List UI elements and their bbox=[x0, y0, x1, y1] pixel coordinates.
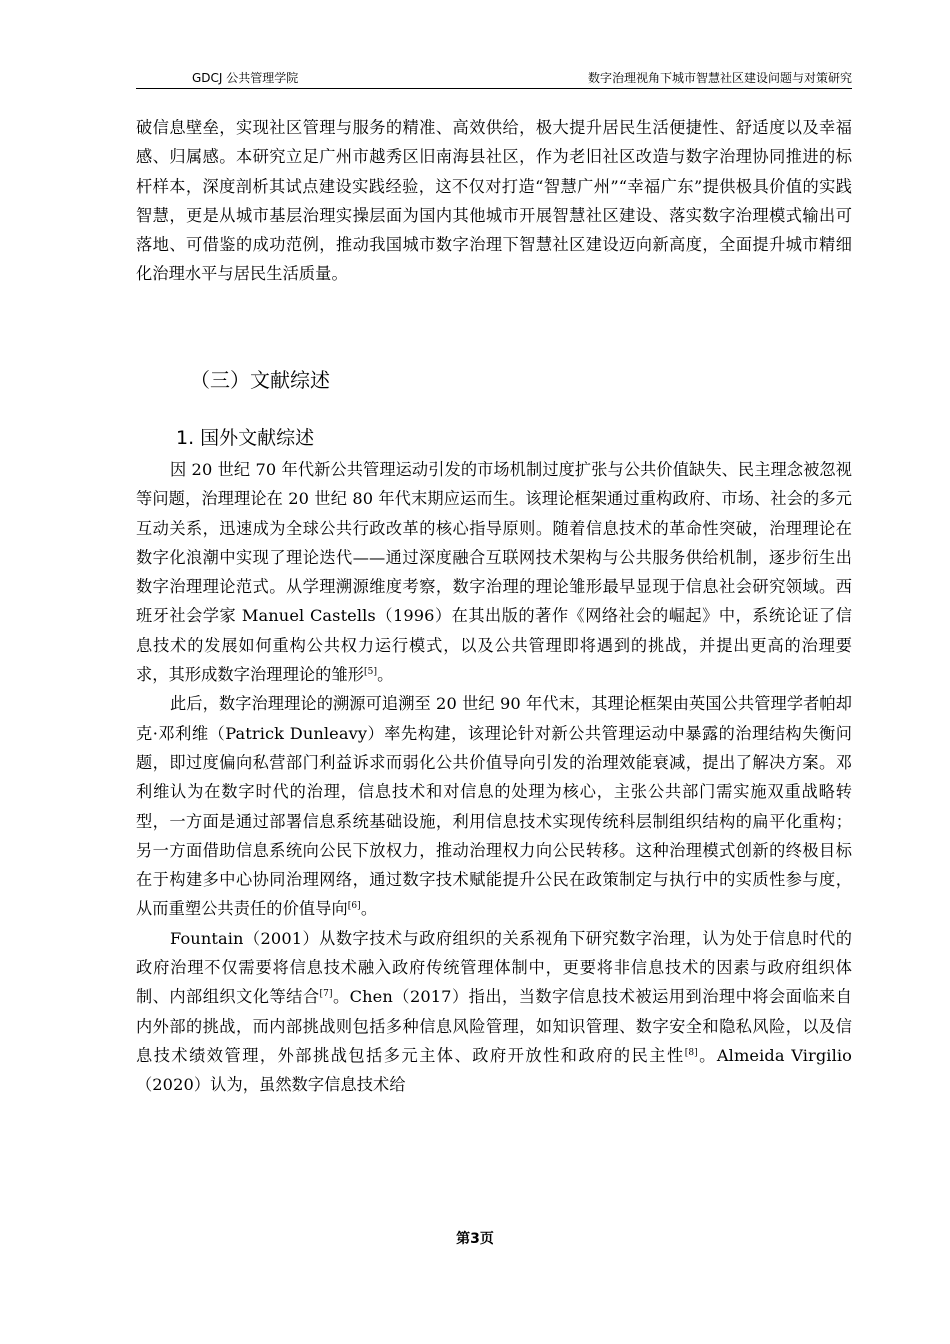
citation-7: [7] bbox=[319, 989, 333, 1000]
citation-6: [6] bbox=[347, 901, 361, 912]
paragraph-2-end: 。 bbox=[360, 899, 378, 919]
paragraph-2-text: 此后，数字治理理论的溯源可追溯至 20 世纪 90 年代末，其理论框架由英国公共管理学者帕却克·邓利维（Patrick Dunleavy）率先构建，该理论针对新公共管理运动中暴露的治理结构失衡问题，即过度偏向私营部门利益诉求而弱化公共价值导向引发的治理效能衰减，提出了解决方案。邓利维认为在数字时代的治理，信息技术和对信息的处理为核心，主张公共部门需实施双重战略转型，一方面是通过部署信息系统基础设施，利用信息技术实现传统科层制组织结构的扁平化重构；另一方面借助信息系统向公民下放权力，推动治理权力向公民转移。这种治理模式创新的终极目标在于构建多中心协同治理网络，通过数字技术赋能提升公民在政策制定与执行中的实质性参与度，从而重塑公共责任的价值导向 bbox=[136, 694, 852, 919]
body-paragraph-2 bbox=[136, 689, 852, 923]
paragraph-3-text-c: 。Almeida Virgilio（2020）认为，虽然数字信息技术给 bbox=[136, 1045, 852, 1095]
literature-review-body bbox=[136, 455, 852, 1100]
paragraph-3-text-a: Fountain（2001）从数字技术与政府组织的关系视角下研究数字治理，认为处于信息时代的政府治理不仅需要将信息技术融入政府传统管理体制中，更要将非信息技术的因素与政府组织体制、内部组织文化等结合 bbox=[136, 928, 852, 1007]
citation-5: [5] bbox=[364, 667, 378, 678]
paragraph-3-text-b: 。Chen（2017）指出，当数字信息技术被运用到治理中将会面临来自内外部的挑战，而内部挑战则包括多种信息风险管理，如知识管理、数字安全和隐私风险，以及信息技术绩效管理，外部挑战包括多元主体、政府开放性和政府的民主性 bbox=[136, 987, 852, 1065]
header-title: 数字治理视角下城市智慧社区建设问题与对策研究 bbox=[587, 71, 852, 85]
section-heading: （三）文献综述 bbox=[190, 368, 330, 392]
header-rule bbox=[136, 88, 852, 89]
paragraph-1-text: 因 20 世纪 70 年代新公共管理运动引发的市场机制过度扩张与公共价值缺失、民主理念被忽视等问题，治理理论在 20 世纪 80 年代末期应运而生。该理论框架通过重构政府、市场、社会的多元互动关系，迅速成为全球公共行政改革的核心指导原则。随着信息技术的革命性突破，治理理论在数字化浪潮中实现了理论迭代——通过深度融合互联网技术架构与公共服务供给机制，逐步衍生出数字治理理论范式。从学理溯源维度考察，数字治理的理论雏形最早显现于信息社会研究领域。西班牙社会学家 Manuel Castells（1996）在其出版的著作《网络社会的崛起》中，系统论证了信息技术的发展如何重构公共权力运行模式，以及公共管理即将遇到的挑战，并提出更高的治理要求，其形成数字治理理论的雏形 bbox=[136, 460, 852, 685]
subsection-heading: 1. 国外文献综述 bbox=[176, 427, 315, 449]
page-number: 第3页 bbox=[456, 1231, 494, 1247]
citation-8: [8] bbox=[684, 1047, 698, 1058]
body-paragraph-3 bbox=[136, 924, 852, 1100]
header-institution: GDCJ 公共管理学院 bbox=[192, 71, 299, 85]
intro-paragraph: 破信息壁垒，实现社区管理与服务的精准、高效供给，极大提升居民生活便捷性、舒适度以及幸福感、归属感。本研究立足广州市越秀区旧南海县社区，作为老旧社区改造与数字治理协同推进的标杆样本，深度剖析其试点建设实践经验，这不仅对打造“智慧广州”“幸福广东”提供极具价值的实践智慧，更是从城市基层治理实操层面为国内其他城市开展智慧社区建设、落实数字治理模式输出可落地、可借鉴的成功范例，推动我国城市数字治理下智慧社区建设迈向新高度，全面提升城市精细化治理水平与居民生活质量。 bbox=[136, 118, 852, 284]
paragraph-1-end: 。 bbox=[377, 665, 394, 685]
intro-section bbox=[136, 113, 852, 289]
body-paragraph-1 bbox=[136, 455, 852, 689]
